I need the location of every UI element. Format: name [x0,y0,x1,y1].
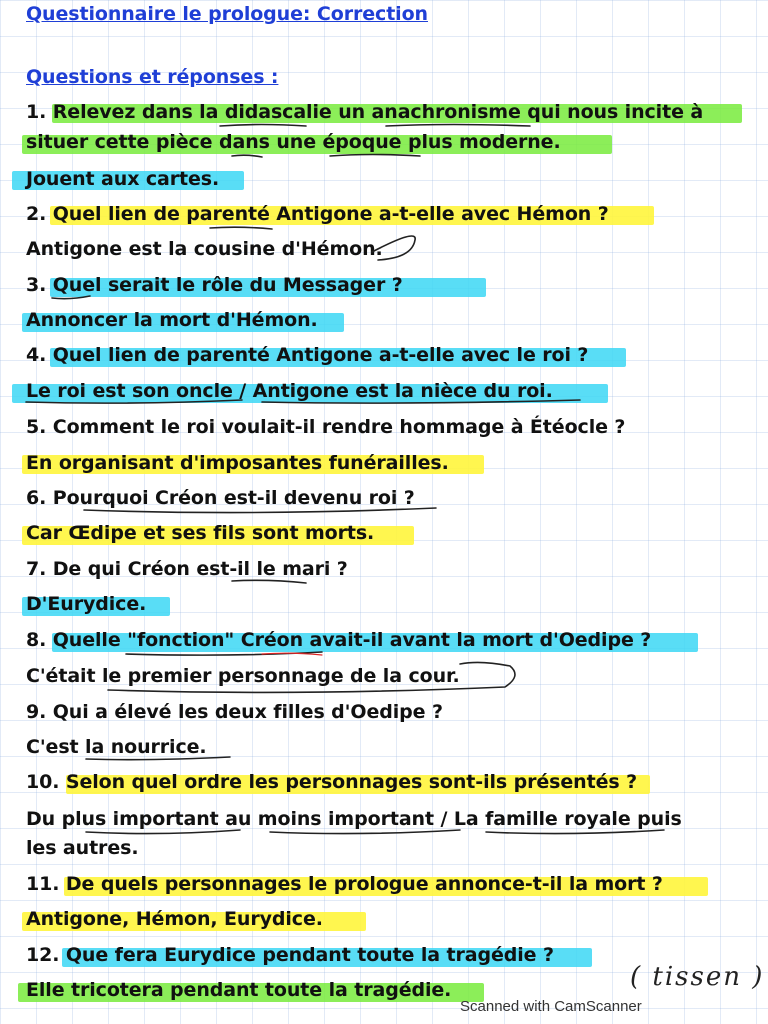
answer-12: Elle tricotera pendant toute la tragédie. [26,979,452,1001]
underline-antigone-niece [262,400,580,403]
question-11: 11. De quels personnages le prologue annonce-t-il la mort ? [26,873,663,895]
underline-epoque [330,155,420,157]
answer-10-line2: les autres. [26,837,139,859]
underline-pourquoi-roi [84,508,436,513]
answer-10-line1: Du plus important au moins important / La famille royale puis [26,808,682,830]
answer-4: Le roi est son oncle / Antigone est la nièce du roi. [26,380,553,402]
question-10: 10. Selon quel ordre les personnages sont-ils présentés ? [26,771,638,793]
scanner-watermark: Scanned with CamScanner [460,998,642,1015]
page-title: Questionnaire le prologue: Correction [26,3,428,25]
question-6: 6. Pourquoi Créon est-il devenu roi ? [26,487,415,509]
answer-5: En organisant d'imposantes funérailles. [26,452,449,474]
question-3: 3. Quel serait le rôle du Messager ? [26,274,403,296]
question-1-line2: situer cette pièce dans une époque plus moderne. [26,131,561,153]
circle-hemon [372,236,415,260]
underline-important-1 [86,830,240,834]
question-9: 9. Qui a élevé les deux filles d'Oedipe ? [26,701,443,723]
underline-moins-important [270,830,460,834]
question-12: 12. Que fera Eurydice pendant toute la tragédie ? [26,944,554,966]
answer-8: C'était le premier personnage de la cour. [26,665,460,687]
question-2: 2. Quel lien de parenté Antigone a-t-elle avec Hémon ? [26,203,609,225]
underline-cette [232,155,262,157]
underline-parente [210,227,272,229]
question-5: 5. Comment le roi voulait-il rendre hommage à Étéocle ? [26,416,626,438]
answer-3: Annoncer la mort d'Hémon. [26,309,318,331]
question-7: 7. De qui Créon est-il le mari ? [26,558,348,580]
answer-9: C'est la nourrice. [26,736,207,758]
answer-11: Antigone, Hémon, Eurydice. [26,908,323,930]
answer-1: Jouent aux cartes. [26,168,220,190]
underline-est-il-le [232,580,306,583]
underline-anachronisme [386,125,530,127]
underline-quel [52,296,90,299]
underline-oncle [26,400,242,403]
question-1-line1: 1. Relevez dans la didascalie un anachronisme qui nous incite à [26,101,704,123]
underline-famille-royale [486,830,664,834]
handwritten-signature: ( tissen ) [630,962,765,992]
answer-7: D'Eurydice. [26,593,147,615]
underline-didascalie [220,125,306,127]
circle-premier-personnage [108,662,515,692]
answer-2: Antigone est la cousine d'Hémon. [26,238,383,260]
question-8: 8. Quelle "fonction" Créon avait-il avant la mort d'Oedipe ? [26,629,652,651]
section-heading: Questions et réponses : [26,66,279,88]
answer-6: Car Œdipe et ses fils sont morts. [26,522,375,544]
underline-nourrice [86,757,230,760]
question-4: 4. Quel lien de parenté Antigone a-t-elle avec le roi ? [26,344,589,366]
